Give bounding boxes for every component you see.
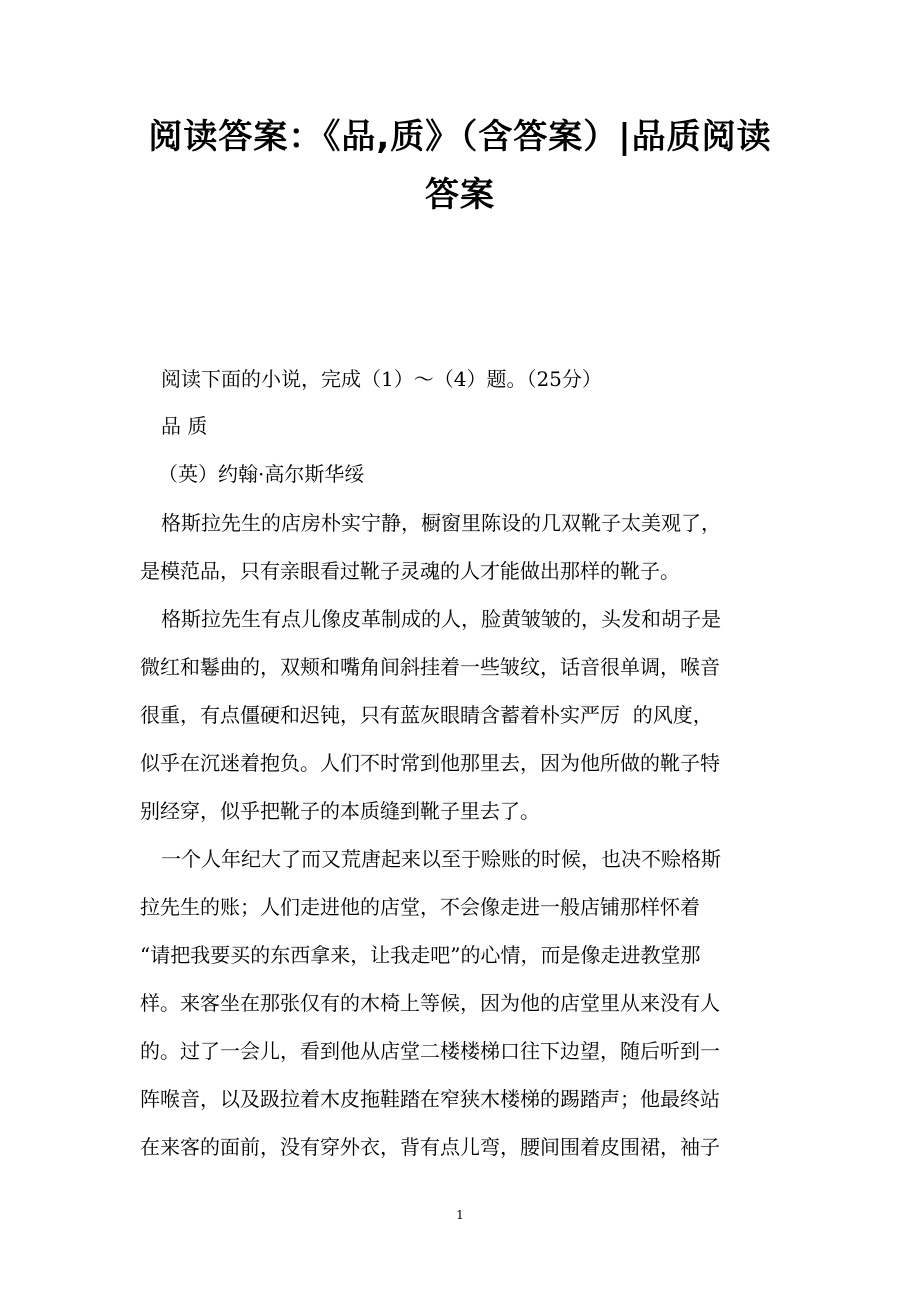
document-title-line-2: 答案 xyxy=(425,175,495,215)
body-line: 很重，有点僵硬和迟钝，只有蓝灰眼睛含蓄着朴实严厉 的风度， xyxy=(140,703,713,727)
body-line: “请把我要买的东西拿来，让我走吧”的心情，而是像走进教堂那 xyxy=(140,943,701,967)
body-line: 一个人年纪大了而又荒唐起来以至于赊账的时候，也决不赊格斯 xyxy=(161,847,721,871)
page-number: 1 xyxy=(456,1208,464,1222)
body-line: 似乎在沉迷着抱负。人们不时常到他那里去，因为他所做的靴子特 xyxy=(140,751,720,775)
body-line: 拉先生的账；人们走进他的店堂，不会像走进一般店铺那样怀着 xyxy=(140,895,700,919)
body-line: 样。来客坐在那张仅有的木椅上等候，因为他的店堂里从来没有人 xyxy=(140,991,720,1015)
body-line: 微红和鬈曲的，双颊和嘴角间斜挂着一些皱纹，话音很单调，喉音 xyxy=(140,655,720,679)
document-title xyxy=(120,108,800,224)
story-author: （英）约翰·高尔斯华绥 xyxy=(158,462,365,486)
body-line: 格斯拉先生的店房朴实宁静，橱窗里陈设的几双靴子太美观了， xyxy=(161,511,721,535)
body-line: 是模范品，只有亲眼看过靴子灵魂的人才能做出那样的靴子。 xyxy=(140,559,680,583)
intro-instruction: 阅读下面的小说，完成（1）～（4）题。（25分） xyxy=(161,367,602,391)
body-line: 别经穿，似乎把靴子的本质缝到靴子里去了。 xyxy=(140,799,540,823)
body-line: 格斯拉先生有点儿像皮革制成的人，脸黄皱皱的，头发和胡子是 xyxy=(161,607,721,631)
document-title-line-1: 阅读答案：《品,质》（含答案）|品质阅读 xyxy=(148,117,772,157)
story-title: 品 质 xyxy=(161,414,208,438)
body-line: 在来客的面前，没有穿外衣，背有点儿弯，腰间围着皮围裙，袖子 xyxy=(140,1135,720,1159)
body-line: 阵喉音，以及趿拉着木皮拖鞋踏在窄狭木楼梯的踢踏声；他最终站 xyxy=(140,1087,720,1111)
body-line: 的。过了一会儿，看到他从店堂二楼楼梯口往下边望，随后听到一 xyxy=(140,1039,720,1063)
